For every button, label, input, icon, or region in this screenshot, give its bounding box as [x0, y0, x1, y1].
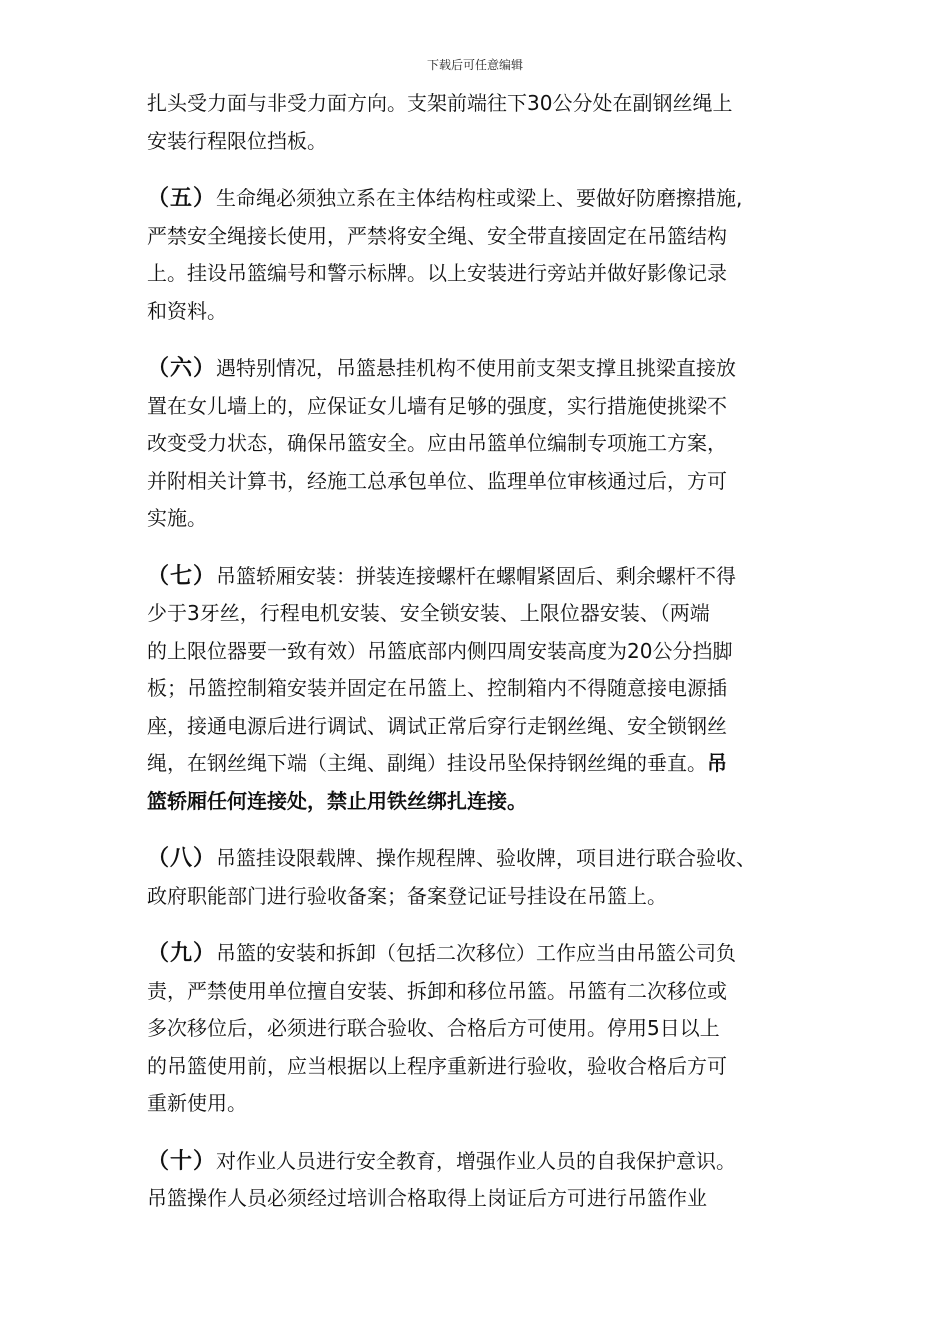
- line-text: 生命绳必须独立系在主体结构柱或梁上、要做好防磨擦措施,: [216, 186, 743, 210]
- line-text: 安装行程限位挡板。: [147, 128, 327, 153]
- text-line: [147, 388, 837, 426]
- text-line: [147, 840, 837, 878]
- line-text: 座，接通电源后进行调试、调试正常后穿行走钢丝绳、安全锁钢丝: [147, 713, 727, 738]
- paragraph: [147, 1143, 837, 1218]
- bold-text: 吊: [707, 751, 727, 775]
- section-label: （五）: [147, 186, 217, 211]
- text-line: [147, 1180, 837, 1218]
- line-text: 的吊篮使用前，应当根据以上程序重新进行验收，验收合格后方可: [147, 1053, 727, 1078]
- paragraph: [147, 935, 837, 1123]
- line-text: 吊篮挂设限载牌、操作规程牌、验收牌，项目进行联合验收、: [216, 846, 757, 870]
- line-text: 和资料。: [147, 298, 227, 323]
- paragraph: [147, 840, 837, 915]
- text-line: [147, 463, 837, 501]
- text-line: [147, 973, 837, 1011]
- line-text: 多次移位后，必须进行联合验收、合格后方可使用。停用5日以上: [147, 1016, 720, 1040]
- section-label: （七）: [147, 563, 217, 589]
- text-line: [147, 293, 837, 331]
- text-line: [147, 935, 837, 973]
- line-text: 置在女儿墙上的，应保证女儿墙有足够的强度，实行措施使挑梁不: [147, 393, 727, 418]
- line-text: 板；吊篮控制箱安装并固定在吊篮上、控制箱内不得随意接电源插: [147, 676, 727, 700]
- line-text: 上。挂设吊篮编号和警示标牌。以上安装进行旁站并做好影像记录: [147, 261, 727, 285]
- line-text: 重新使用。: [147, 1091, 247, 1115]
- text-line: [147, 1085, 837, 1123]
- bold-text: 篮轿厢任何连接处，禁止用铁丝绑扎连接。: [147, 788, 527, 813]
- line-text: 吊篮操作人员必须经过培训合格取得上岗证后方可进行吊篮作业: [147, 1186, 707, 1210]
- paragraph: [147, 85, 837, 160]
- line-text: 遇特别情况，吊篮悬挂机构不使用前支架支撑且挑梁直接放: [216, 356, 737, 380]
- line-text: 对作业人员进行安全教育，增强作业人员的自我保护意识。: [216, 1148, 737, 1173]
- line-text: 扎头受力面与非受力面方向。支架前端往下30公分处在副钢丝绳上: [147, 91, 733, 115]
- text-line: [147, 255, 837, 293]
- page-header: 下载后可任意编辑: [426, 58, 523, 72]
- text-line: [147, 350, 837, 388]
- line-text: 绳，在钢丝绳下端（主绳、副绳）挂设吊坠保持钢丝绳的垂直。: [147, 751, 707, 775]
- line-text: 并附相关计算书，经施工总承包单位、监理单位审核通过后，方可: [147, 468, 727, 493]
- text-line: [147, 595, 837, 633]
- text-line: [147, 218, 837, 256]
- text-line: [147, 180, 837, 218]
- line-text: 改变受力状态，确保吊篮安全。应由吊篮单位编制专项施工方案，: [147, 431, 727, 455]
- text-line: [147, 708, 837, 746]
- text-line: [147, 745, 837, 783]
- section-label: （八）: [147, 846, 217, 871]
- text-line: [147, 123, 837, 161]
- text-line: [147, 425, 837, 463]
- line-text: 政府职能部门进行验收备案；备案登记证号挂设在吊篮上。: [147, 883, 667, 908]
- line-text: 少于3牙丝，行程电机安装、安全锁安装、上限位器安装、（两端: [147, 601, 710, 625]
- document-body: [147, 85, 837, 1238]
- line-text: 实施。: [147, 506, 207, 530]
- text-line: [147, 500, 837, 538]
- section-label: （十）: [147, 1148, 217, 1174]
- text-line: [147, 878, 837, 916]
- text-line: [147, 85, 837, 123]
- line-text: 的上限位器要一致有效）吊篮底部内侧四周安装高度为20公分挡脚: [147, 638, 733, 663]
- text-line: [147, 1010, 837, 1048]
- line-text: 吊篮轿厢安装：拼装连接螺杆在螺帽紧固后、剩余螺杆不得: [216, 563, 737, 588]
- line-text: 严禁安全绳接长使用，严禁将安全绳、安全带直接固定在吊篮结构: [147, 223, 727, 248]
- paragraph: [147, 350, 837, 538]
- text-line: [147, 633, 837, 671]
- text-line: [147, 670, 837, 708]
- text-line: [147, 558, 837, 596]
- text-line: [147, 1143, 837, 1181]
- section-label: （九）: [147, 941, 217, 966]
- paragraph: [147, 180, 837, 330]
- line-text: 责，严禁使用单位擅自安装、拆卸和移位吊篮。吊篮有二次移位或: [147, 978, 727, 1003]
- section-label: （六）: [147, 356, 217, 381]
- text-line: [147, 1048, 837, 1086]
- text-line: [147, 783, 837, 821]
- line-text: 吊篮的安装和拆卸（包括二次移位）工作应当由吊篮公司负: [216, 941, 737, 965]
- paragraph: [147, 558, 837, 821]
